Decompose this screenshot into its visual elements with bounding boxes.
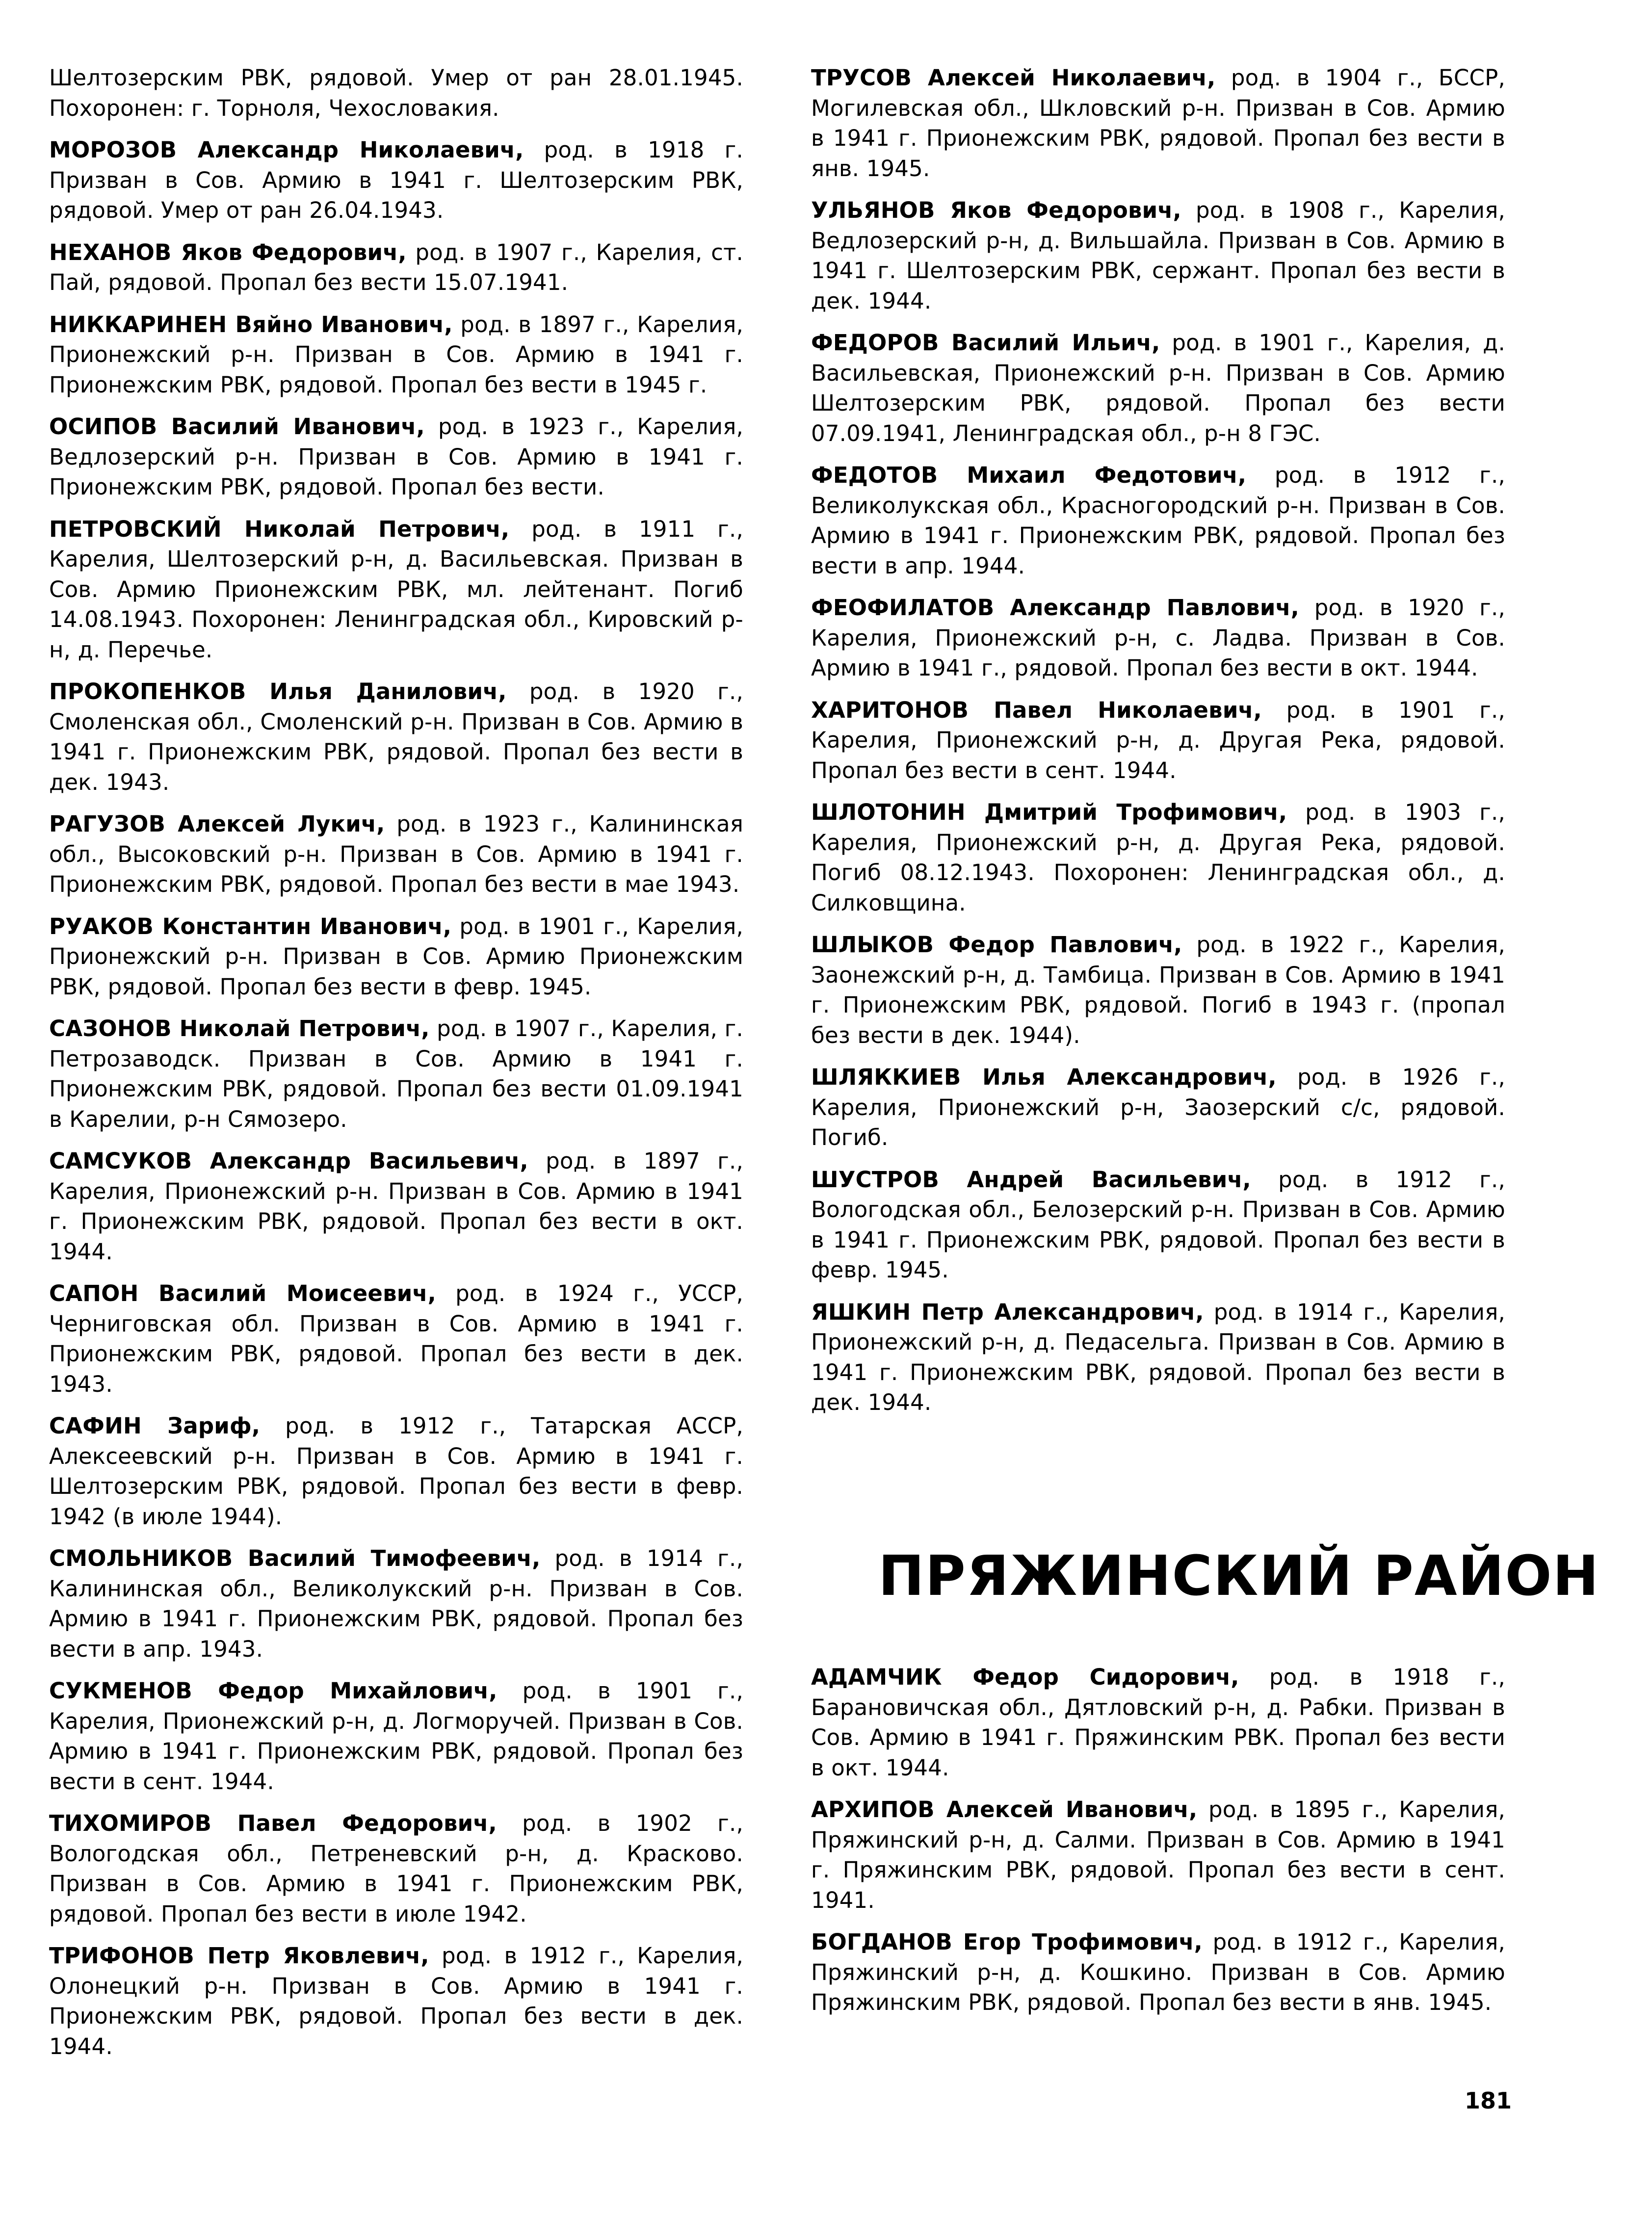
entry-text: род. в 1912 г., Вологодская обл., Белозерский р-н. Призван в Сов. Армию в 1941 г. Прионежским РВК, рядовой. Пропал без вести в февр. 1945. xyxy=(811,1166,1505,1283)
entry xyxy=(49,514,743,665)
entry-text: род. в 1918 г. Призван в Сов. Армию в 1941 г. Шелтозерским РВК, рядовой. Умер от ран 26.04.1943. xyxy=(49,137,743,223)
entry-text: род. в 1897 г., Карелия, Прионежский р-н. Призван в Сов. Армию в 1941 г. Прионежским РВК, рядовой. Пропал без вести в окт. 1944. xyxy=(49,1148,743,1265)
entry-text: род. в 1912 г., Карелия, Олонецкий р-н. Призван в Сов. Армию в 1941 г. Прионежским РВК, рядовой. Пропал без вести в дек. 1944. xyxy=(49,1943,743,2059)
entry-text: род. в 1895 г., Карелия, Пряжинский р-н, д. Салми. Призван в Сов. Армию в 1941 г. Пряжинским РВК, рядовой. Пропал без вести в сент. 1941. xyxy=(811,1796,1505,1913)
entry-text: род. в 1907 г., Карелия, г. Петрозаводск. Призван в Сов. Армию в 1941 г. Прионежским РВК, рядовой. Пропал без вести 01.09.1941 в Карелии, р-н Сямозеро. xyxy=(49,1015,743,1132)
entry-text: род. в 1926 г., Карелия, Прионежский р-н, Заозерский с/с, рядовой. Погиб. xyxy=(811,1064,1505,1150)
entry xyxy=(811,1927,1505,2018)
entry-name: ФЕОФИЛАТОВ Александр Павлович, xyxy=(811,595,1299,621)
entry xyxy=(49,1808,743,1929)
entry-name: ТРУСОВ Алексей Николаевич, xyxy=(811,65,1216,91)
entry-text: род. в 1897 г., Карелия, Прионежский р-н. Призван в Сов. Армию в 1941 г. Прионежским РВК, рядовой. Пропал без вести в 1945 г. xyxy=(49,311,743,398)
entry-name: НЕХАНОВ Яков Федорович, xyxy=(49,239,407,265)
entry xyxy=(811,797,1505,918)
entry-text: род. в 1922 г., Карелия, Заонежский р-н, д. Тамбица. Призван в Сов. Армию в 1941 г. Прионежским РВК, рядовой. Погиб в 1943 г. (пропал без вести в дек. 1944). xyxy=(811,932,1505,1048)
entry-text: род. в 1902 г., Вологодская обл., Петреневский р-н, д. Красково. Призван в Сов. Армию в 1941 г. Прионежским РВК, рядовой. Пропал без вести в июле 1942. xyxy=(49,1810,743,1927)
entry-name: ХАРИТОНОВ Павел Николаевич, xyxy=(811,697,1262,723)
entry xyxy=(49,809,743,900)
entry-text: род. в 1901 г., Карелия, Прионежский р-н, д. Другая Река, рядовой. Пропал без вести в сент. 1944. xyxy=(811,697,1505,783)
entry-name: МОРОЗОВ Александр Николаевич, xyxy=(49,137,524,163)
entry-text: род. в 1914 г., Карелия, Прионежский р-н, д. Педасельга. Призван в Сов. Армию в 1941 г. Прионежским РВК, рядовой. Пропал без вести в дек. 1944. xyxy=(811,1299,1505,1415)
entry-name: БОГДАНОВ Егор Трофимович, xyxy=(811,1929,1203,1955)
entry xyxy=(49,135,743,226)
entry-name: РУАКОВ Константин Иванович, xyxy=(49,913,452,939)
entry-text: род. в 1912 г., Татарская АССР, Алексеевский р-н. Призван в Сов. Армию в 1941 г. Шелтозерским РВК, рядовой. Пропал без вести в февр. 1942 (в июле 1944). xyxy=(49,1413,743,1530)
left-column xyxy=(49,63,743,2073)
entry-name: ТРИФОНОВ Петр Яковлевич, xyxy=(49,1943,429,1969)
entry xyxy=(811,63,1505,183)
entry-text: Шелтозерским РВК, рядовой. Умер от ран 28.01.1945. Похоронен: г. Торноля, Чехословакия. xyxy=(49,65,743,121)
entry-text: род. в 1908 г., Карелия, Ведлозерский р-н, д. Вильшайла. Призван в Сов. Армию в 1941 г. Шелтозерским РВК, сержант. Пропал без вести в дек. 1944. xyxy=(811,197,1505,314)
entry xyxy=(811,695,1505,786)
entry-name: АРХИПОВ Алексей Иванович, xyxy=(811,1796,1198,1822)
entry xyxy=(811,460,1505,581)
entry xyxy=(49,1676,743,1796)
right-column xyxy=(811,63,1505,1430)
entry-text: род. в 1901 г., Карелия, д. Васильевская, Прионежский р-н. Призван в Сов. Армию Шелтозерским РВК, рядовой. Пропал без вести 07.09.1941, Ленинградская обл., р-н 8 ГЭС. xyxy=(811,330,1506,446)
entry-text: род. в 1923 г., Карелия, Ведлозерский р-н. Призван в Сов. Армию в 1941 г. Прионежским РВК, рядовой. Пропал без вести. xyxy=(49,414,744,500)
entry xyxy=(811,1062,1505,1153)
entry-name: ПРОКОПЕНКОВ Илья Данилович, xyxy=(49,678,507,704)
entry-text: род. в 1918 г., Барановичская обл., Дятловский р-н, д. Рабки. Призван в Сов. Армию в 1941 г. Пряжинским РВК. Пропал без вести в окт. 1944. xyxy=(811,1664,1505,1781)
entry-text: род. в 1914 г., Калининская обл., Великолукский р-н. Призван в Сов. Армию в 1941 г. Прионежским РВК, рядовой. Пропал без вести в апр. 1943. xyxy=(49,1545,743,1662)
entry xyxy=(49,677,743,797)
entry xyxy=(811,930,1505,1050)
entry xyxy=(49,1543,743,1664)
entry-name: ПЕТРОВСКИЙ Николай Петрович, xyxy=(49,516,510,542)
entry-text: род. в 1901 г., Карелия, Прионежский р-н, д. Логморучей. Призван в Сов. Армию в 1941 г. Прионежским РВК, рядовой. Пропал без вести в сент. 1944. xyxy=(49,1678,743,1795)
page-number: 181 xyxy=(1465,2087,1512,2114)
entry-name: ШЛЫКОВ Федор Павлович, xyxy=(811,932,1182,958)
entry-text: род. в 1903 г., Карелия, Прионежский р-н, д. Другая Река, рядовой. Погиб 08.12.1943. Похоронен: Ленинградская обл., д. Силковщина. xyxy=(811,799,1505,916)
entry xyxy=(811,1662,1505,1783)
entry xyxy=(811,195,1505,316)
entry-name: САМСУКОВ Александр Васильевич, xyxy=(49,1148,528,1174)
entry xyxy=(49,1014,743,1134)
entry-name: УЛЬЯНОВ Яков Федорович, xyxy=(811,197,1181,223)
entry-text: род. в 1907 г., Карелия, ст. Пай, рядовой. Пропал без вести 15.07.1941. xyxy=(49,239,743,295)
entry-name: ШЛЯККИЕВ Илья Александрович, xyxy=(811,1064,1277,1090)
entry-text: род. в 1904 г., БССР, Могилевская обл., Шкловский р-н. Призван в Сов. Армию в 1941 г. Прионежским РВК, рядовой. Пропал без вести в янв. 1945. xyxy=(811,65,1505,182)
entry-name: ЯШКИН Петр Александрович, xyxy=(811,1299,1204,1325)
entry xyxy=(811,1297,1505,1418)
entry-text: род. в 1911 г., Карелия, Шелтозерский р-н, д. Васильевская. Призван в Сов. Армию Прионежским РВК, мл. лейтенант. Погиб 14.08.1943. Похоронен: Ленинградская обл., Кировский р-н, д. Перечье. xyxy=(49,516,743,663)
entry-name: АДАМЧИК Федор Сидорович, xyxy=(811,1664,1239,1690)
entry-name: НИККАРИНЕН Вяйно Иванович, xyxy=(49,311,453,338)
entry-text: род. в 1924 г., УССР, Черниговская обл. Призван в Сов. Армию в 1941 г. Прионежским РВК, рядовой. Пропал без вести в дек. 1943. xyxy=(49,1280,743,1397)
entry-text: род. в 1912 г., Карелия, Пряжинский р-н, д. Кошкино. Призван в Сов. Армию Пряжинским РВК, рядовой. Пропал без вести в янв. 1945. xyxy=(811,1929,1505,2015)
entry xyxy=(811,1795,1505,1915)
entry-name: ФЕДОТОВ Михаил Федотович, xyxy=(811,462,1247,488)
entry-name: ШЛОТОНИН Дмитрий Трофимович, xyxy=(811,799,1287,825)
entry-text: род. в 1920 г., Смоленская обл., Смоленский р-н. Призван в Сов. Армию в 1941 г. Прионежским РВК, рядовой. Пропал без вести в дек. 1943. xyxy=(49,678,743,795)
entry xyxy=(49,63,743,123)
entry xyxy=(49,310,743,400)
entry-text: род. в 1901 г., Карелия, Прионежский р-н. Призван в Сов. Армию Прионежским РВК, рядовой. Пропал без вести в февр. 1945. xyxy=(49,913,743,1000)
entry-name: РАГУЗОВ Алексей Лукич, xyxy=(49,811,385,837)
entry-name: ШУСТРОВ Андрей Васильевич, xyxy=(811,1166,1251,1193)
section-entries-column xyxy=(811,1662,1505,2030)
entry-name: САФИН Зариф, xyxy=(49,1413,261,1439)
entry xyxy=(49,1411,743,1532)
entry xyxy=(49,237,743,298)
entry-name: СМОЛЬНИКОВ Василий Тимофеевич, xyxy=(49,1545,541,1571)
section-title: ПРЯЖИНСКИЙ РАЙОН xyxy=(878,1544,1600,1608)
entry xyxy=(811,593,1505,683)
entry xyxy=(49,412,743,502)
entry-name: САЗОНОВ Николай Петрович, xyxy=(49,1015,430,1041)
entry-name: ФЕДОРОВ Василий Ильич, xyxy=(811,330,1160,356)
entry-text: род. в 1912 г., Великолукская обл., Красногородский р-н. Призван в Сов. Армию в 1941 г. Прионежским РВК, рядовой. Пропал без вести в апр. 1944. xyxy=(811,462,1505,579)
entry xyxy=(49,1278,743,1399)
entry-name: ТИХОМИРОВ Павел Федорович, xyxy=(49,1810,497,1836)
entry-name: ОСИПОВ Василий Иванович, xyxy=(49,414,425,440)
entry-text: род. в 1920 г., Карелия, Прионежский р-н, с. Ладва. Призван в Сов. Армию в 1941 г., рядовой. Пропал без вести в окт. 1944. xyxy=(811,595,1505,681)
entry xyxy=(49,911,743,1002)
entry xyxy=(811,1165,1505,1285)
entry-text: род. в 1923 г., Калининская обл., Высоковский р-н. Призван в Сов. Армию в 1941 г. Прионежским РВК, рядовой. Пропал без вести в мае 1943. xyxy=(49,811,743,897)
entry xyxy=(49,1146,743,1267)
entry-name: СУКМЕНОВ Федор Михайлович, xyxy=(49,1678,498,1704)
entry-name: САПОН Василий Моисеевич, xyxy=(49,1280,436,1306)
entry xyxy=(49,1941,743,2061)
entry xyxy=(811,328,1505,448)
